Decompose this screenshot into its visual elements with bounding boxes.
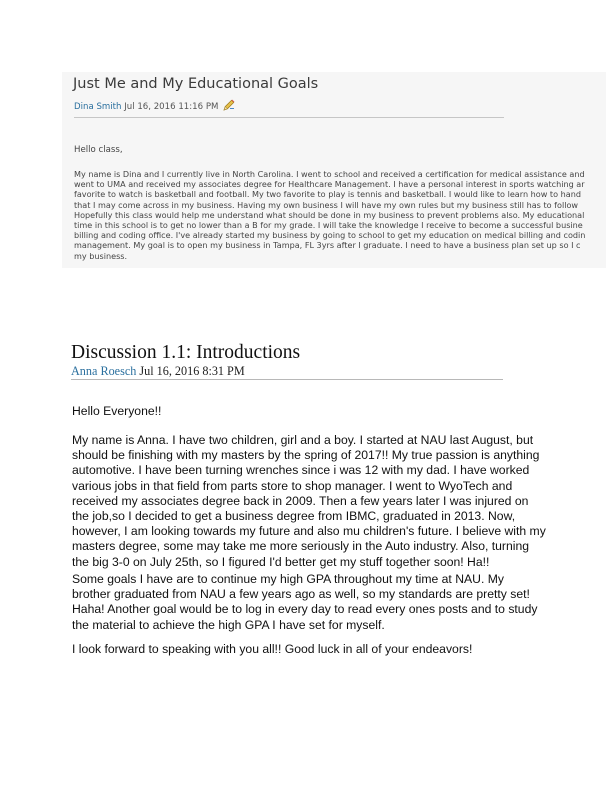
body-line: should be finishing with my masters by the spring of 2017!! My true passion is anything: [72, 448, 540, 463]
post-title: Just Me and My Educational Goals: [73, 76, 319, 92]
greeting-line: Hello Everyone!!: [72, 404, 162, 418]
post-meta: [74, 99, 235, 114]
body-line: management. My goal is to open my business in Tampa, FL 3yrs after I graduate. I need to have a business plan set up so I c: [74, 240, 581, 251]
paragraph: [72, 433, 546, 570]
body-line: however, I am looking towards my future and also mu children's future. I believe with my: [72, 524, 546, 539]
paragraph: [72, 642, 472, 657]
body-line: billing and coding office. I've already started my business by going to school to get my education on medical billing and codin: [74, 230, 586, 241]
paragraph: [72, 572, 537, 633]
body-line: the big 3-0 on July 25th, so I figured I'd better get my stuff together soon! Ha!!: [72, 554, 490, 569]
divider: [71, 379, 503, 380]
body-line: My name is Dina and I currently live in North Carolina. I went to school and received a certification for medical assistance and: [74, 169, 585, 179]
pencil-edit-icon[interactable]: [223, 99, 235, 114]
body-line: that I may come across in my business. Having my own business I will have my own rules but my business still has to follow: [74, 199, 579, 210]
post-greeting: [72, 404, 161, 419]
post-date: Jul 16, 2016 11:16 PM: [124, 102, 219, 112]
body-line: favorite to watch is basketball and football. My two favorite to play is tennis and basketball. I would like to learn how to hand: [74, 189, 581, 200]
body-line: Haha! Another goal would be to log in every day to read every ones posts and to study: [72, 602, 538, 617]
body-line: my business.: [74, 250, 128, 261]
body-line: My name is Anna. I have two children, girl and a boy. I started at NAU last August, but: [72, 433, 534, 447]
body-line: various jobs in that field from parts store to shop manager. I went to WyoTech and: [72, 478, 513, 493]
closing-line: I look forward to speaking with you all!! Good luck in all of your endeavors!: [72, 642, 473, 656]
divider: [74, 117, 504, 118]
post-meta: [71, 364, 245, 379]
body-line: automotive. I have been turning wrenches since i was 12 with my dad. I have worked: [72, 463, 530, 478]
post-greeting: Hello class,: [74, 145, 123, 155]
post-title: Discussion 1.1: Introductions: [71, 342, 301, 363]
post-body: [74, 169, 606, 261]
body-line: the material to achieve the high GPA I have set for myself.: [72, 617, 385, 632]
body-line: went to UMA and received my associates degree for Healthcare Management. I have a personal interest in sports watching ar: [74, 179, 585, 190]
body-line: time in this school is to get no lower than a B for my grade. I will take the knowledge I receive to become a successful busine: [74, 220, 583, 231]
post-date: Jul 16, 2016 8:31 PM: [139, 364, 245, 378]
body-line: masters degree, some may take me more seriously in the Auto industry. Also, turning: [72, 539, 530, 554]
body-line: received my associates degree back in 2009. Then a few years later I was injured on: [72, 493, 529, 508]
body-line: the job,so I decided to get a business degree from IBMC, graduated in 2013. Now,: [72, 509, 516, 524]
forum-post-dina: [62, 72, 606, 268]
body-line: brother graduated from NAU a few years ago as well, so my standards are pretty set!: [72, 587, 530, 602]
body-line: Some goals I have are to continue my high GPA throughout my time at NAU. My: [72, 572, 504, 586]
author-link[interactable]: Dina Smith: [74, 102, 122, 112]
body-line: Hopefully this class would help me understand what should be done in my business to prevent problems also. My educational: [74, 209, 585, 220]
author-link[interactable]: Anna Roesch: [71, 364, 137, 378]
